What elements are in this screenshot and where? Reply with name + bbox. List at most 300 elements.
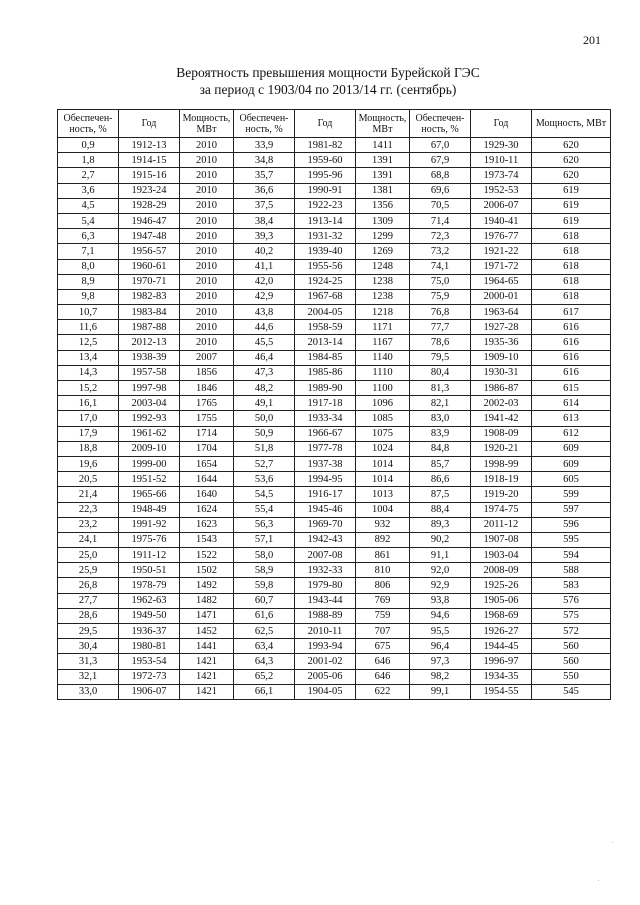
cell-year: 1944-45 [471,639,532,654]
cell-year: 1967-68 [295,289,356,304]
table-row [58,654,611,669]
cell-year: 1987-88 [119,320,180,335]
cell-year: 2003-04 [119,396,180,411]
cell-probability: 66,1 [234,684,295,699]
cell-probability: 39,3 [234,229,295,244]
header-power: Мощность, МВт [180,110,234,138]
table-row [58,456,611,471]
cell-power: 1085 [356,411,410,426]
cell-year: 1909-10 [471,350,532,365]
cell-year: 1922-23 [295,198,356,213]
header-power: Мощность, МВт [532,110,611,138]
cell-power: 1421 [180,684,234,699]
cell-year: 1993-94 [295,639,356,654]
cell-probability: 92,9 [410,578,471,593]
cell-probability: 33,9 [234,138,295,153]
cell-power: 2010 [180,289,234,304]
cell-probability: 96,4 [410,639,471,654]
cell-probability: 72,3 [410,229,471,244]
table-row [58,153,611,168]
cell-probability: 95,5 [410,624,471,639]
cell-year: 1913-14 [295,213,356,228]
cell-year: 1923-24 [119,183,180,198]
cell-power: 594 [532,548,611,563]
table-row [58,578,611,593]
table-row [58,289,611,304]
cell-probability: 3,6 [58,183,119,198]
cell-power: 1755 [180,411,234,426]
cell-probability: 84,8 [410,441,471,456]
cell-probability: 53,6 [234,472,295,487]
cell-year: 1908-09 [471,426,532,441]
cell-power: 560 [532,654,611,669]
cell-power: 618 [532,244,611,259]
cell-year: 1918-19 [471,472,532,487]
cell-power: 1309 [356,213,410,228]
cell-year: 1981-82 [295,138,356,153]
cell-probability: 6,3 [58,229,119,244]
cell-probability: 97,3 [410,654,471,669]
cell-year: 1914-15 [119,153,180,168]
cell-probability: 8,0 [58,259,119,274]
cell-year: 1948-49 [119,502,180,517]
cell-probability: 67,0 [410,138,471,153]
cell-year: 1950-51 [119,563,180,578]
cell-probability: 1,8 [58,153,119,168]
cell-power: 2010 [180,305,234,320]
cell-year: 1938-39 [119,350,180,365]
cell-power: 2007 [180,350,234,365]
cell-probability: 8,9 [58,274,119,289]
cell-year: 1927-28 [471,320,532,335]
cell-year: 1972-73 [119,669,180,684]
cell-year: 2012-13 [119,335,180,350]
table-row [58,517,611,532]
cell-power: 618 [532,229,611,244]
cell-power: 550 [532,669,611,684]
cell-year: 1964-65 [471,274,532,289]
cell-year: 1916-17 [295,487,356,502]
cell-probability: 12,5 [58,335,119,350]
cell-probability: 86,6 [410,472,471,487]
cell-power: 2010 [180,244,234,259]
cell-power: 1654 [180,456,234,471]
cell-power: 1004 [356,502,410,517]
cell-power: 769 [356,593,410,608]
cell-probability: 29,5 [58,624,119,639]
cell-power: 1522 [180,548,234,563]
cell-probability: 99,1 [410,684,471,699]
cell-year: 1975-76 [119,532,180,547]
cell-probability: 18,8 [58,441,119,456]
cell-year: 1988-89 [295,608,356,623]
cell-probability: 80,4 [410,365,471,380]
cell-power: 707 [356,624,410,639]
cell-probability: 82,1 [410,396,471,411]
cell-year: 1982-83 [119,289,180,304]
cell-year: 1962-63 [119,593,180,608]
cell-probability: 76,8 [410,305,471,320]
cell-probability: 75,0 [410,274,471,289]
cell-year: 1931-32 [295,229,356,244]
cell-year: 1956-57 [119,244,180,259]
cell-power: 2010 [180,168,234,183]
cell-power: 1471 [180,608,234,623]
cell-year: 1978-79 [119,578,180,593]
cell-year: 2008-09 [471,563,532,578]
cell-probability: 47,3 [234,365,295,380]
cell-year: 1933-34 [295,411,356,426]
cell-probability: 46,4 [234,350,295,365]
cell-year: 1920-21 [471,441,532,456]
cell-year: 2010-11 [295,624,356,639]
cell-year: 1939-40 [295,244,356,259]
cell-year: 1991-92 [119,517,180,532]
cell-power: 1100 [356,381,410,396]
cell-year: 1996-97 [471,654,532,669]
cell-year: 1971-72 [471,259,532,274]
cell-probability: 78,6 [410,335,471,350]
cell-year: 2006-07 [471,198,532,213]
table-row [58,426,611,441]
table-row [58,624,611,639]
header-year: Год [471,110,532,138]
table-row [58,381,611,396]
cell-power: 1492 [180,578,234,593]
cell-probability: 65,2 [234,669,295,684]
document-title [0,64,640,98]
cell-power: 2010 [180,229,234,244]
cell-probability: 83,9 [410,426,471,441]
cell-probability: 36,6 [234,183,295,198]
cell-year: 1984-85 [295,350,356,365]
cell-year: 1952-53 [471,183,532,198]
cell-probability: 81,3 [410,381,471,396]
header-year: Год [119,110,180,138]
cell-power: 1421 [180,654,234,669]
cell-power: 1356 [356,198,410,213]
cell-probability: 70,5 [410,198,471,213]
table-row [58,669,611,684]
cell-year: 1905-06 [471,593,532,608]
cell-probability: 74,1 [410,259,471,274]
cell-power: 545 [532,684,611,699]
cell-power: 1411 [356,138,410,153]
cell-power: 620 [532,138,611,153]
cell-probability: 71,4 [410,213,471,228]
cell-year: 1994-95 [295,472,356,487]
cell-power: 609 [532,441,611,456]
cell-power: 616 [532,320,611,335]
scan-speck [612,842,613,843]
cell-power: 1024 [356,441,410,456]
cell-probability: 37,5 [234,198,295,213]
cell-probability: 24,1 [58,532,119,547]
cell-year: 1912-13 [119,138,180,153]
cell-probability: 17,9 [58,426,119,441]
cell-year: 1934-35 [471,669,532,684]
cell-power: 1452 [180,624,234,639]
cell-probability: 33,0 [58,684,119,699]
cell-power: 1218 [356,305,410,320]
cell-power: 892 [356,532,410,547]
cell-year: 1932-33 [295,563,356,578]
cell-year: 1935-36 [471,335,532,350]
cell-power: 619 [532,183,611,198]
cell-power: 1167 [356,335,410,350]
page-number: 201 [583,33,601,47]
cell-probability: 9,8 [58,289,119,304]
cell-probability: 2,7 [58,168,119,183]
cell-power: 1075 [356,426,410,441]
title-line-1: Вероятность превышения мощности Бурейской ГЭС [176,65,480,80]
cell-probability: 75,9 [410,289,471,304]
cell-year: 1947-48 [119,229,180,244]
cell-probability: 0,9 [58,138,119,153]
cell-power: 613 [532,411,611,426]
cell-probability: 45,5 [234,335,295,350]
cell-year: 1926-27 [471,624,532,639]
cell-year: 1937-38 [295,456,356,471]
cell-year: 1915-16 [119,168,180,183]
cell-year: 1903-04 [471,548,532,563]
cell-probability: 27,7 [58,593,119,608]
cell-probability: 94,6 [410,608,471,623]
cell-probability: 83,0 [410,411,471,426]
cell-probability: 31,3 [58,654,119,669]
header-probability: Обеспечен-ность, % [410,110,471,138]
cell-probability: 50,0 [234,411,295,426]
cell-power: 605 [532,472,611,487]
cell-year: 1974-75 [471,502,532,517]
table-row [58,320,611,335]
table-header-row [58,110,611,138]
cell-power: 619 [532,213,611,228]
header-year: Год [295,110,356,138]
cell-probability: 25,9 [58,563,119,578]
cell-year: 1973-74 [471,168,532,183]
scan-speck [598,880,599,881]
cell-year: 2004-05 [295,305,356,320]
cell-year: 1970-71 [119,274,180,289]
cell-year: 1989-90 [295,381,356,396]
cell-year: 1910-11 [471,153,532,168]
cell-power: 1014 [356,472,410,487]
cell-probability: 10,7 [58,305,119,320]
cell-year: 1985-86 [295,365,356,380]
cell-year: 1945-46 [295,502,356,517]
cell-power: 596 [532,517,611,532]
cell-power: 2010 [180,335,234,350]
cell-power: 646 [356,669,410,684]
cell-power: 1644 [180,472,234,487]
cell-year: 2005-06 [295,669,356,684]
header-probability: Обеспечен-ность, % [234,110,295,138]
cell-year: 1919-20 [471,487,532,502]
cell-probability: 23,2 [58,517,119,532]
cell-probability: 51,8 [234,441,295,456]
table-row [58,259,611,274]
cell-power: 616 [532,350,611,365]
cell-year: 1997-98 [119,381,180,396]
cell-year: 2001-02 [295,654,356,669]
cell-year: 2007-08 [295,548,356,563]
cell-year: 1980-81 [119,639,180,654]
cell-probability: 58,9 [234,563,295,578]
cell-power: 616 [532,365,611,380]
cell-power: 1640 [180,487,234,502]
cell-power: 1441 [180,639,234,654]
cell-year: 1949-50 [119,608,180,623]
cell-power: 861 [356,548,410,563]
cell-power: 1299 [356,229,410,244]
cell-power: 675 [356,639,410,654]
cell-power: 618 [532,259,611,274]
cell-power: 1013 [356,487,410,502]
cell-power: 2010 [180,213,234,228]
cell-probability: 13,4 [58,350,119,365]
table-row [58,532,611,547]
cell-power: 2010 [180,198,234,213]
cell-power: 560 [532,639,611,654]
cell-year: 1966-67 [295,426,356,441]
table-row [58,639,611,654]
cell-power: 620 [532,168,611,183]
table-row [58,684,611,699]
cell-power: 2010 [180,274,234,289]
cell-power: 595 [532,532,611,547]
cell-power: 1543 [180,532,234,547]
cell-power: 1140 [356,350,410,365]
cell-power: 609 [532,456,611,471]
cell-probability: 15,2 [58,381,119,396]
cell-year: 1940-41 [471,213,532,228]
cell-probability: 48,2 [234,381,295,396]
cell-power: 599 [532,487,611,502]
cell-power: 2010 [180,183,234,198]
cell-probability: 60,7 [234,593,295,608]
cell-year: 1907-08 [471,532,532,547]
cell-power: 1846 [180,381,234,396]
cell-power: 810 [356,563,410,578]
cell-power: 620 [532,153,611,168]
table-row [58,229,611,244]
cell-year: 1929-30 [471,138,532,153]
cell-probability: 73,2 [410,244,471,259]
cell-year: 1953-54 [119,654,180,669]
cell-probability: 28,6 [58,608,119,623]
table-row [58,213,611,228]
cell-year: 1958-59 [295,320,356,335]
cell-probability: 4,5 [58,198,119,213]
table-row [58,183,611,198]
cell-year: 1954-55 [471,684,532,699]
cell-probability: 16,1 [58,396,119,411]
cell-year: 1961-62 [119,426,180,441]
cell-power: 2010 [180,259,234,274]
cell-year: 1928-29 [119,198,180,213]
cell-probability: 54,5 [234,487,295,502]
table-row [58,335,611,350]
table-row [58,548,611,563]
cell-probability: 69,6 [410,183,471,198]
cell-year: 2013-14 [295,335,356,350]
cell-power: 1391 [356,153,410,168]
cell-power: 2010 [180,138,234,153]
cell-probability: 62,5 [234,624,295,639]
cell-year: 2011-12 [471,517,532,532]
cell-probability: 63,4 [234,639,295,654]
cell-year: 1921-22 [471,244,532,259]
cell-power: 588 [532,563,611,578]
cell-year: 1968-69 [471,608,532,623]
cell-power: 2010 [180,153,234,168]
cell-probability: 59,8 [234,578,295,593]
cell-probability: 61,6 [234,608,295,623]
cell-power: 1248 [356,259,410,274]
cell-probability: 52,7 [234,456,295,471]
cell-year: 1904-05 [295,684,356,699]
cell-year: 1925-26 [471,578,532,593]
cell-year: 1986-87 [471,381,532,396]
cell-year: 1955-56 [295,259,356,274]
cell-year: 1977-78 [295,441,356,456]
cell-probability: 77,7 [410,320,471,335]
cell-power: 1391 [356,168,410,183]
cell-year: 1995-96 [295,168,356,183]
cell-probability: 49,1 [234,396,295,411]
table-row [58,198,611,213]
cell-power: 615 [532,381,611,396]
table-row [58,487,611,502]
cell-power: 572 [532,624,611,639]
cell-probability: 34,8 [234,153,295,168]
table-row [58,396,611,411]
cell-probability: 19,6 [58,456,119,471]
cell-probability: 91,1 [410,548,471,563]
cell-power: 616 [532,335,611,350]
cell-probability: 5,4 [58,213,119,228]
cell-probability: 92,0 [410,563,471,578]
cell-year: 1924-25 [295,274,356,289]
cell-probability: 85,7 [410,456,471,471]
cell-probability: 79,5 [410,350,471,365]
table-row [58,472,611,487]
cell-year: 1999-00 [119,456,180,471]
cell-power: 1269 [356,244,410,259]
cell-year: 1998-99 [471,456,532,471]
cell-probability: 89,3 [410,517,471,532]
table-row [58,168,611,183]
table-row [58,274,611,289]
cell-probability: 35,7 [234,168,295,183]
cell-probability: 32,1 [58,669,119,684]
cell-probability: 43,8 [234,305,295,320]
cell-probability: 17,0 [58,411,119,426]
cell-probability: 22,3 [58,502,119,517]
header-power: Мощность, МВт [356,110,410,138]
power-probability-table [57,109,611,700]
cell-year: 1930-31 [471,365,532,380]
cell-power: 597 [532,502,611,517]
cell-year: 1965-66 [119,487,180,502]
cell-year: 2000-01 [471,289,532,304]
cell-probability: 11,6 [58,320,119,335]
cell-probability: 67,9 [410,153,471,168]
cell-year: 1983-84 [119,305,180,320]
cell-probability: 50,9 [234,426,295,441]
cell-year: 1960-61 [119,259,180,274]
